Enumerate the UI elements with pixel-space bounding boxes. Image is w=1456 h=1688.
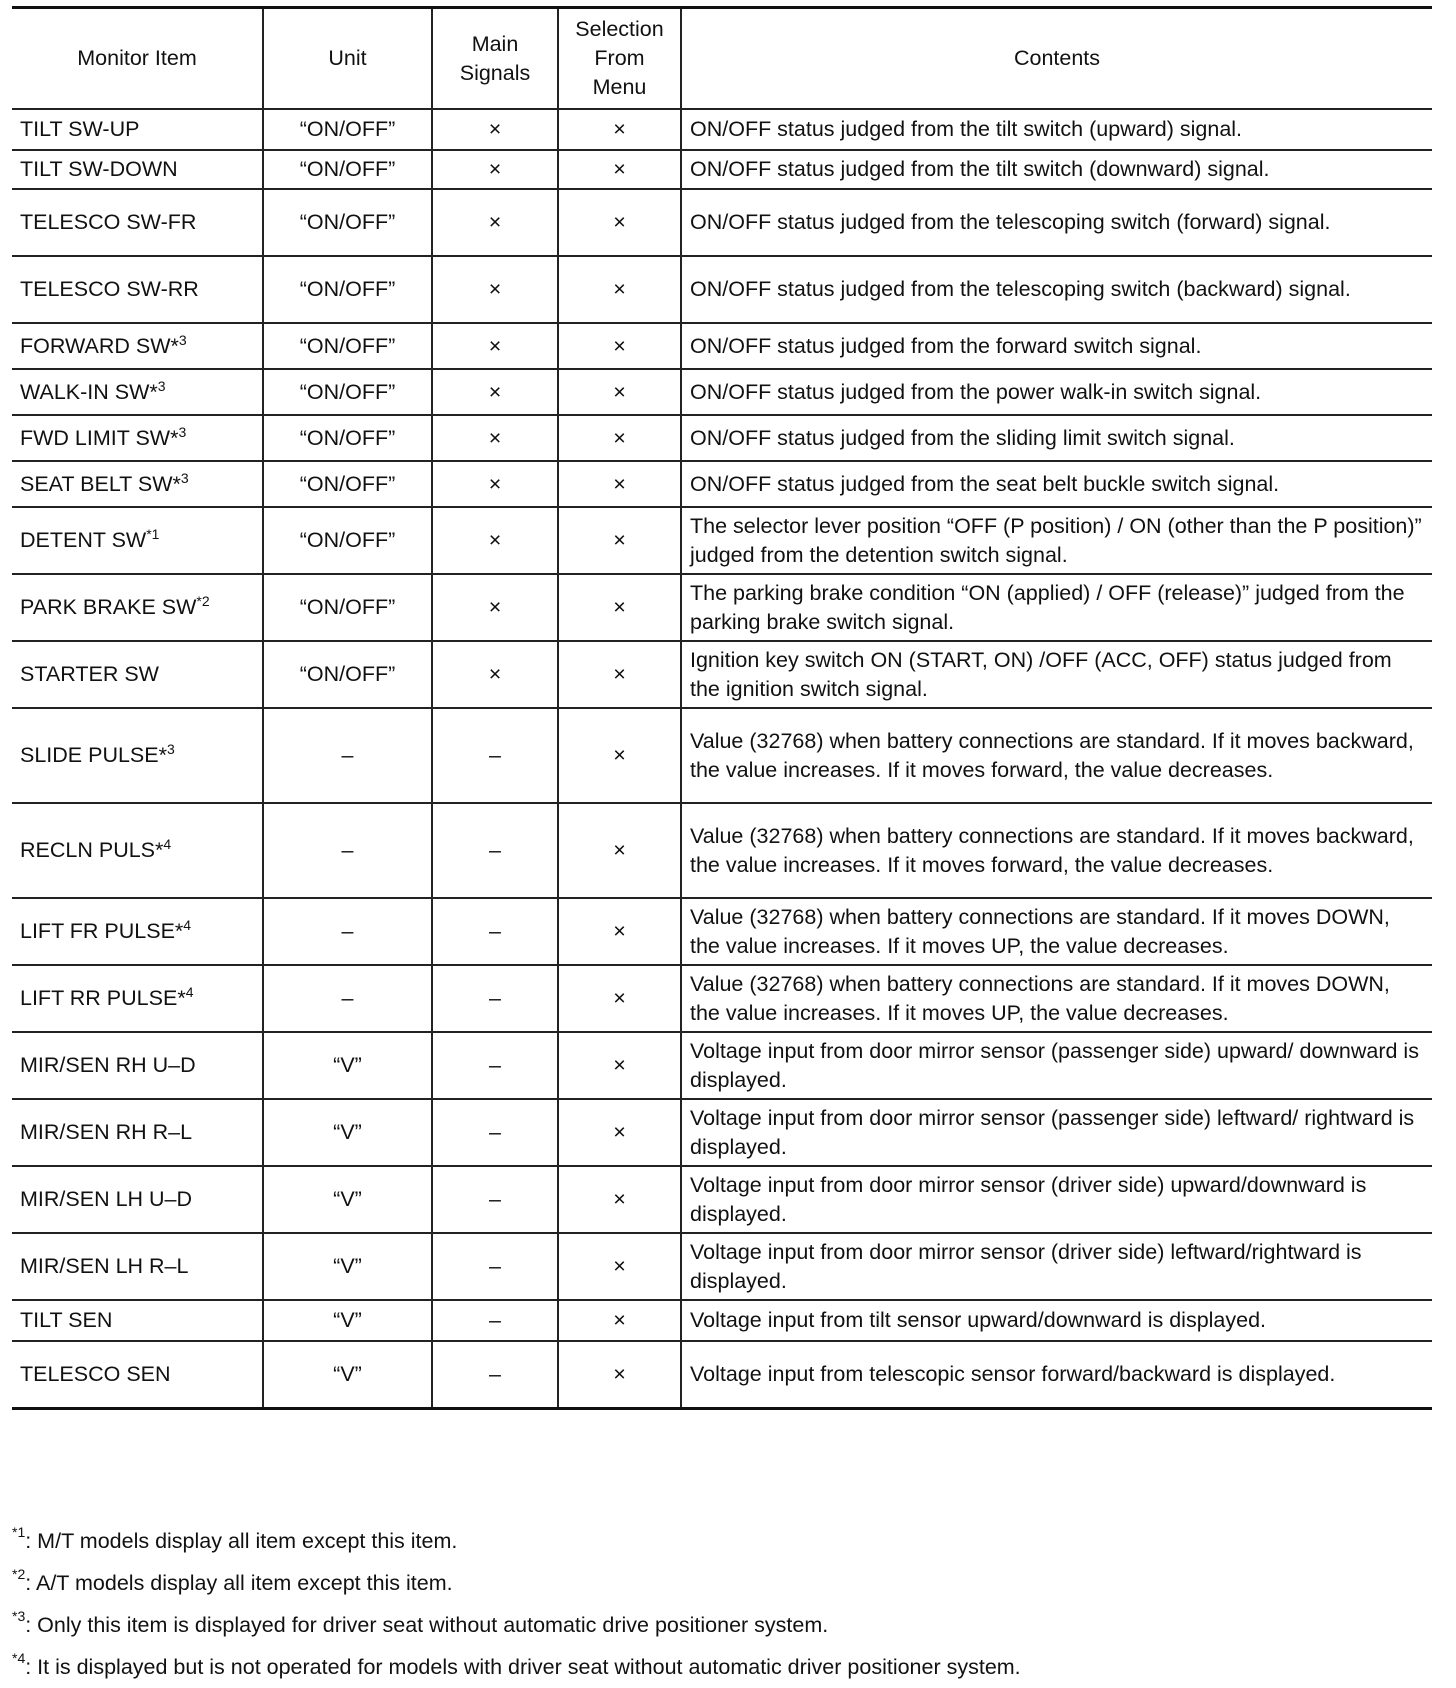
main-signals-cell: – <box>432 803 558 898</box>
monitor-item-cell <box>12 256 263 323</box>
selection-from-menu-cell: × <box>558 369 681 415</box>
header-selection-line2: From <box>594 46 645 70</box>
table-row <box>12 1233 1432 1300</box>
footnote-text: : It is displayed but is not operated for models with driver seat without automatic driver positioner system. <box>25 1655 1021 1679</box>
unit-cell: “V” <box>263 1233 432 1300</box>
table-row <box>12 574 1432 641</box>
monitor-item-cell <box>12 1032 263 1099</box>
selection-from-menu-cell: × <box>558 1032 681 1099</box>
main-signals-cell: × <box>432 461 558 507</box>
header-main-signals <box>432 8 558 110</box>
monitor-item-name: MIR/SEN LH U–D <box>20 1187 193 1211</box>
main-signals-cell: – <box>432 1300 558 1341</box>
selection-from-menu-cell: × <box>558 574 681 641</box>
monitor-item-name: TILT SEN <box>20 1308 113 1332</box>
monitor-item-cell <box>12 150 263 189</box>
monitor-item-footnote-ref: 3 <box>178 423 187 440</box>
monitor-item-cell <box>12 323 263 369</box>
monitor-item-footnote-ref: 4 <box>185 983 194 1000</box>
footnote-text: : M/T models display all item except this item. <box>25 1529 458 1553</box>
monitor-item-name: TELESCO SW-FR <box>20 210 197 234</box>
table-row <box>12 803 1432 898</box>
contents-cell: The parking brake condition “ON (applied) / OFF (release)” judged from the parking brake switch signal. <box>681 574 1432 641</box>
header-monitor-item: Monitor Item <box>12 8 263 110</box>
contents-cell: Value (32768) when battery connections are standard. If it moves DOWN, the value increases. If it moves UP, the value decreases. <box>681 965 1432 1032</box>
monitor-item-cell <box>12 461 263 507</box>
contents-cell: ON/OFF status judged from the sliding limit switch signal. <box>681 415 1432 461</box>
table-row <box>12 256 1432 323</box>
table-row <box>12 109 1432 150</box>
footnote <box>12 1604 1432 1646</box>
selection-from-menu-cell: × <box>558 1233 681 1300</box>
selection-from-menu-cell: × <box>558 965 681 1032</box>
monitor-item-cell <box>12 1300 263 1341</box>
table-row <box>12 1341 1432 1408</box>
main-signals-cell: – <box>432 708 558 803</box>
monitor-item-footnote-ref: 3 <box>180 469 189 486</box>
main-signals-cell: × <box>432 256 558 323</box>
footnote-text: : Only this item is displayed for driver seat without automatic drive positioner system. <box>25 1613 829 1637</box>
unit-cell: “ON/OFF” <box>263 109 432 150</box>
monitor-item-name: FORWARD SW* <box>20 333 179 358</box>
unit-cell: “ON/OFF” <box>263 150 432 189</box>
contents-cell: ON/OFF status judged from the telescoping switch (backward) signal. <box>681 256 1432 323</box>
table-row <box>12 1099 1432 1166</box>
unit-cell: – <box>263 803 432 898</box>
footnote-text: : A/T models display all item except this item. <box>25 1571 453 1595</box>
unit-cell: – <box>263 898 432 965</box>
footnote-mark: *3 <box>12 1607 26 1624</box>
unit-cell: “V” <box>263 1341 432 1408</box>
table-row <box>12 461 1432 507</box>
table-row <box>12 323 1432 369</box>
selection-from-menu-cell: × <box>558 323 681 369</box>
contents-cell: The selector lever position “OFF (P position) / ON (other than the P position)” judged from the detention switch signal. <box>681 507 1432 574</box>
table-row <box>12 189 1432 256</box>
contents-cell: ON/OFF status judged from the tilt switch (downward) signal. <box>681 150 1432 189</box>
selection-from-menu-cell: × <box>558 1341 681 1408</box>
monitor-item-cell <box>12 1166 263 1233</box>
monitor-item-name: LIFT FR PULSE* <box>20 919 184 943</box>
main-signals-cell: – <box>432 965 558 1032</box>
unit-cell: – <box>263 708 432 803</box>
contents-cell: Value (32768) when battery connections are standard. If it moves DOWN, the value increases. If it moves UP, the value decreases. <box>681 898 1432 965</box>
contents-cell: Voltage input from door mirror sensor (passenger side) leftward/ rightward is displayed. <box>681 1099 1432 1166</box>
selection-from-menu-cell: × <box>558 256 681 323</box>
selection-from-menu-cell: × <box>558 461 681 507</box>
table-row <box>12 898 1432 965</box>
header-main-signals-line1: Main <box>471 31 519 56</box>
footnotes <box>12 1520 1432 1688</box>
monitor-item-footnote-ref: *1 <box>146 525 160 542</box>
header-main-signals-line2: Signals <box>459 60 531 85</box>
unit-cell: “ON/OFF” <box>263 574 432 641</box>
contents-cell: Voltage input from door mirror sensor (driver side) leftward/rightward is displayed. <box>681 1233 1432 1300</box>
table-row <box>12 150 1432 189</box>
selection-from-menu-cell: × <box>558 641 681 708</box>
footnote <box>12 1646 1432 1688</box>
table-row <box>12 1032 1432 1099</box>
monitor-item-footnote-ref: 3 <box>157 377 166 394</box>
unit-cell: “V” <box>263 1300 432 1341</box>
monitor-item-name: STARTER SW <box>20 662 159 686</box>
unit-cell: “ON/OFF” <box>263 256 432 323</box>
monitor-item-footnote-ref: 4 <box>163 835 172 852</box>
monitor-item-cell <box>12 415 263 461</box>
monitor-item-name: TELESCO SW-RR <box>20 277 199 301</box>
monitor-item-name: PARK BRAKE SW <box>20 595 197 619</box>
main-signals-cell: × <box>432 507 558 574</box>
table-row <box>12 965 1432 1032</box>
main-signals-cell: – <box>432 898 558 965</box>
monitor-item-cell <box>12 641 263 708</box>
main-signals-cell: × <box>432 641 558 708</box>
monitor-item-footnote-ref: *2 <box>196 592 210 609</box>
unit-cell: “ON/OFF” <box>263 507 432 574</box>
table-row <box>12 1300 1432 1341</box>
monitor-item-name: TILT SW-UP <box>20 117 140 141</box>
footnote-mark: *1 <box>12 1523 26 1540</box>
main-signals-cell: × <box>432 109 558 150</box>
table-row <box>12 507 1432 574</box>
selection-from-menu-cell: × <box>558 1099 681 1166</box>
monitor-item-cell <box>12 507 263 574</box>
monitor-item-name: MIR/SEN RH R–L <box>20 1120 193 1144</box>
selection-from-menu-cell: × <box>558 708 681 803</box>
header-unit: Unit <box>263 8 432 110</box>
main-signals-cell: – <box>432 1166 558 1233</box>
contents-cell: Value (32768) when battery connections are standard. If it moves backward, the value increases. If it moves forward, the value decreases. <box>681 803 1432 898</box>
monitor-item-name: SEAT BELT SW* <box>20 471 181 496</box>
main-signals-cell: – <box>432 1099 558 1166</box>
selection-from-menu-cell: × <box>558 150 681 189</box>
selection-from-menu-cell: × <box>558 415 681 461</box>
unit-cell: “ON/OFF” <box>263 189 432 256</box>
monitor-item-footnote-ref: 3 <box>166 740 175 757</box>
unit-cell: “ON/OFF” <box>263 461 432 507</box>
monitor-item-footnote-ref: 3 <box>178 331 187 348</box>
monitor-item-cell <box>12 803 263 898</box>
monitor-item-name: WALK-IN SW* <box>20 379 158 404</box>
monitor-item-cell <box>12 1099 263 1166</box>
monitor-item-name: RECLN PULS* <box>20 838 164 862</box>
selection-from-menu-cell: × <box>558 507 681 574</box>
header-selection-from-menu <box>558 8 681 110</box>
unit-cell: “ON/OFF” <box>263 641 432 708</box>
table-row <box>12 415 1432 461</box>
main-signals-cell: – <box>432 1341 558 1408</box>
monitor-item-cell <box>12 1341 263 1408</box>
selection-from-menu-cell: × <box>558 1300 681 1341</box>
unit-cell: “ON/OFF” <box>263 369 432 415</box>
monitor-item-cell <box>12 708 263 803</box>
contents-cell: ON/OFF status judged from the power walk-in switch signal. <box>681 369 1432 415</box>
monitor-item-cell <box>12 1233 263 1300</box>
monitor-item-name: MIR/SEN LH R–L <box>20 1254 189 1278</box>
unit-cell: “V” <box>263 1099 432 1166</box>
main-signals-cell: × <box>432 323 558 369</box>
selection-from-menu-cell: × <box>558 803 681 898</box>
monitor-item-cell <box>12 109 263 150</box>
contents-cell: Ignition key switch ON (START, ON) /OFF (ACC, OFF) status judged from the ignition switch signal. <box>681 641 1432 708</box>
footnote <box>12 1562 1432 1604</box>
contents-cell: Voltage input from tilt sensor upward/downward is displayed. <box>681 1300 1432 1341</box>
contents-cell: Voltage input from door mirror sensor (passenger side) upward/ downward is displayed. <box>681 1032 1432 1099</box>
monitor-item-name: TELESCO SEN <box>20 1361 171 1386</box>
contents-cell: Voltage input from door mirror sensor (driver side) upward/downward is displayed. <box>681 1166 1432 1233</box>
contents-cell: ON/OFF status judged from the seat belt buckle switch signal. <box>681 461 1432 507</box>
monitor-item-cell <box>12 369 263 415</box>
monitor-item-name: LIFT RR PULSE* <box>20 986 186 1010</box>
monitor-item-name: DETENT SW <box>20 528 147 552</box>
monitor-item-name: FWD LIMIT SW* <box>20 425 179 450</box>
contents-cell: Value (32768) when battery connections are standard. If it moves backward, the value increases. If it moves forward, the value decreases. <box>681 708 1432 803</box>
monitor-item-cell <box>12 898 263 965</box>
monitor-item-cell <box>12 965 263 1032</box>
main-signals-cell: × <box>432 415 558 461</box>
main-signals-cell: × <box>432 189 558 256</box>
selection-from-menu-cell: × <box>558 109 681 150</box>
unit-cell: “ON/OFF” <box>263 415 432 461</box>
selection-from-menu-cell: × <box>558 1166 681 1233</box>
monitor-item-name: TILT SW-DOWN <box>20 157 178 181</box>
monitor-item-cell <box>12 189 263 256</box>
main-signals-cell: × <box>432 574 558 641</box>
monitor-item-footnote-ref: 4 <box>183 916 192 933</box>
unit-cell: “V” <box>263 1166 432 1233</box>
footnote <box>12 1520 1432 1562</box>
footnote-mark: *2 <box>12 1565 26 1582</box>
unit-cell: – <box>263 965 432 1032</box>
selection-from-menu-cell: × <box>558 898 681 965</box>
monitor-item-name: MIR/SEN RH U–D <box>20 1053 196 1077</box>
table-header-row <box>12 8 1432 110</box>
table-row <box>12 708 1432 803</box>
unit-cell: “ON/OFF” <box>263 323 432 369</box>
unit-cell: “V” <box>263 1032 432 1099</box>
header-selection-line3: Menu <box>592 75 647 99</box>
monitor-item-cell <box>12 574 263 641</box>
contents-cell: Voltage input from telescopic sensor forward/backward is displayed. <box>681 1341 1432 1408</box>
contents-cell: ON/OFF status judged from the telescoping switch (forward) signal. <box>681 189 1432 256</box>
monitor-item-name: SLIDE PULSE* <box>20 743 167 767</box>
monitor-item-table <box>12 6 1432 1410</box>
header-selection-line1: Selection <box>575 17 664 41</box>
contents-cell: ON/OFF status judged from the forward switch signal. <box>681 323 1432 369</box>
header-contents: Contents <box>681 8 1432 110</box>
main-signals-cell: – <box>432 1032 558 1099</box>
main-signals-cell: × <box>432 369 558 415</box>
contents-cell: ON/OFF status judged from the tilt switch (upward) signal. <box>681 109 1432 150</box>
footnote-mark: *4 <box>12 1649 26 1666</box>
main-signals-cell: × <box>432 150 558 189</box>
main-signals-cell: – <box>432 1233 558 1300</box>
selection-from-menu-cell: × <box>558 189 681 256</box>
table-row <box>12 1166 1432 1233</box>
table-row <box>12 641 1432 708</box>
table-row <box>12 369 1432 415</box>
